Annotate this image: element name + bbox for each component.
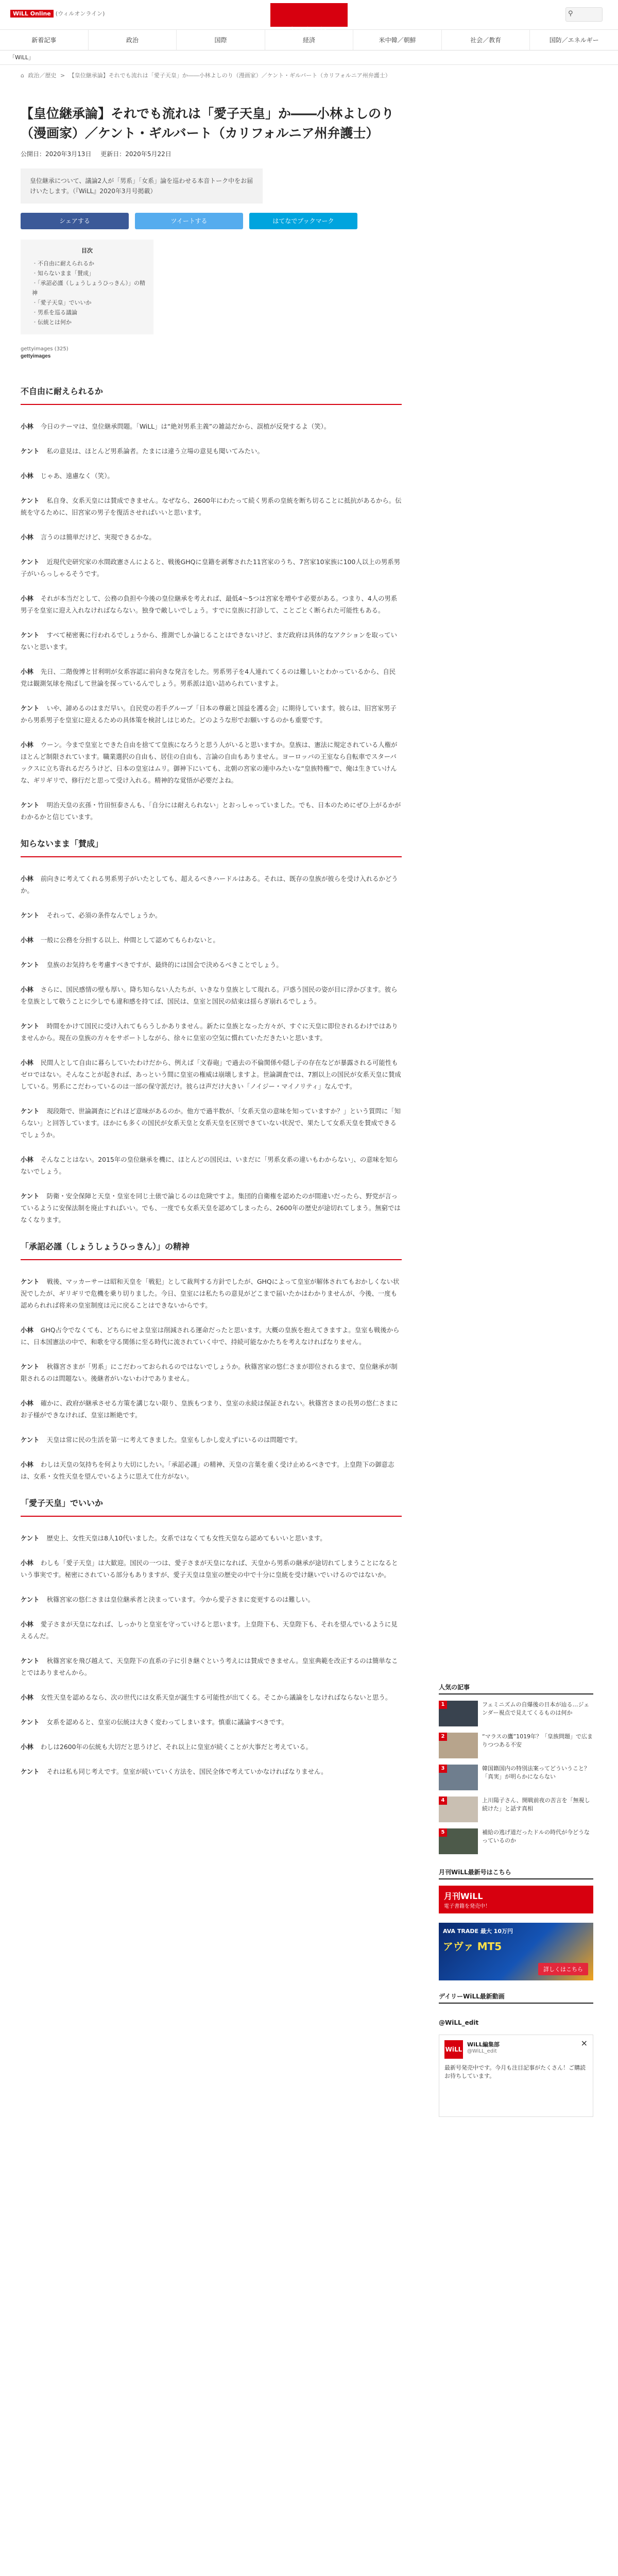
toc-item[interactable]: ・ 不自由に耐えられるか [32,259,145,268]
dialogue-paragraph [21,629,402,653]
dialogue-paragraph [21,1594,402,1605]
article-dates [21,149,402,158]
speaker-name: ケント [21,558,40,566]
speaker-name: ケント [21,1768,40,1775]
dialogue-paragraph [21,531,402,543]
dialogue-text: 近現代史研究家の水間政憲さんによると、戦後GHQに皇籍を剥奪された11宮家のうち、7宮家10家族に100人以上の男系男子がいらっしゃるそうです。 [21,558,401,578]
speaker-name: 小林 [21,668,33,675]
speaker-name: ケント [21,1022,40,1030]
dialogue-text: わしも「愛子天皇」は大歓迎。国民の一つは、愛子さまが天皇になれば、天皇から男系の継承が途切れてしまうことになるという事実です。秘密にされている部分もありますが、愛子天皇は皇室の歴史の中で十分に皇統を受け継いでいけるのではないか。 [21,1559,398,1579]
dialogue-text: 秋篠宮家の悠仁さまは皇位継承者と決まっています。今から愛子さまに変更するのは難しい。 [46,1596,314,1603]
dialogue-text: 皇族のお気持ちを考慮すべきですが、最終的には国会で決めるべきことでしょう。 [46,961,283,969]
dialogue-text: 天皇は常に民の生活を第一に考えてきました。皇室もしかし変えずにいるのは問題です。 [46,1436,302,1444]
dialogue-text: いや、諦めるのはまだ早い。自民党の若手グループ「日本の尊厳と国益を護る会」に期待しています。彼らは、旧宮家男子から男系男子を皇室に迎えるための具体策を検討しはじめた。どのような形でお願いするのかも重要です。 [21,704,397,724]
ad-line-1: AVA TRADE 最大 10万円 [443,1928,513,1935]
dialogue-text: 民間人として自由に暮らしていたわけだから、例えば「文春砲」で過去の不倫関係や隠し子の存在などが暴露される可能性もゼロではない。そんなことが起きれば、あっという間に皇室の権威は崩壊しますよ。世論調査では、7割以上の国民が女系天皇に賛成している。男系にこだわっているのは一部の保守派だけ。彼らは声だけ大きい「ノイジー・マイノリティ」なんです。 [21,1059,401,1090]
photo-credit: gettyimages [21,353,51,359]
dialogue-paragraph [21,1105,402,1141]
speaker-name: 小林 [21,1461,33,1468]
speaker-name: ケント [21,1278,40,1285]
speaker-name: 小林 [21,1059,33,1066]
speaker-name: ケント [21,801,40,809]
twitter-share-button[interactable]: ツイートする [135,213,243,229]
dialogue-paragraph [21,1361,402,1384]
speaker-name: ケント [21,1363,40,1370]
mini-brand[interactable] [10,9,105,18]
nav-item-us-china-korea[interactable]: 米中韓／朝鮮 [353,30,442,50]
speaker-name: 小林 [21,1743,33,1751]
dialogue-text: 秋篠宮家を飛び越えて、天皇陛下の直系の子に引き継ぐという考えには賛成できません。皇室典範を改正するのは簡単なことではありませんから。 [21,1657,398,1676]
speaker-name: ケント [21,1192,40,1200]
twitter-heading: @WiLL_edit [439,2019,479,2026]
section-heading: 「愛子天皇」でいいか [21,1497,402,1517]
dialogue-paragraph [21,1190,402,1226]
dialogue-paragraph [21,592,402,616]
speaker-name: ケント [21,1657,40,1665]
share-buttons [21,213,402,229]
dialogue-paragraph [21,799,402,823]
dialogue-text: 確かに、政府が継承させる方策を講じない限り、皇族もつまり、皇室の永続は保証されない。秋篠宮さまの長男の悠仁さまにお子様ができなければ、皇室は断絶です。 [21,1399,398,1419]
dialogue-paragraph [21,1324,402,1348]
magazine-heading: 月刊WiLL最新号はこちら [439,1868,593,1879]
breadcrumb-category[interactable]: 政治／歴史 [28,72,57,79]
dialogue-paragraph [21,1397,402,1421]
dialogue-text: それって、必須の条件なんでしょうか。 [46,911,162,919]
speaker-name: 小林 [21,936,33,944]
speaker-name: ケント [21,1534,40,1542]
dialogue-text: わしは2600年の伝統も大切だと思うけど、それ以上に皇室が続くことが大事だと考えている。 [40,1743,312,1751]
home-icon[interactable]: ⌂ [21,72,24,79]
speaker-name: 小林 [21,1326,33,1334]
facebook-share-button[interactable]: シェアする [21,213,129,229]
dialogue-text: それは私も同じ考えです。皇室が続いていく方法を、国民全体で考えていかなければなりません。 [46,1768,328,1775]
dialogue-paragraph [21,934,402,946]
toc-item[interactable]: ・ 男系を巡る議論 [32,308,145,317]
ranking-text: 上川陽子さん、開戦前夜の苦言を「無視し続けた」と話す真相 [482,1797,590,1812]
dialogue-paragraph [21,909,402,921]
dialogue-text: 先日、二階俊博と甘利明が女系容認に前向きな発言をした。男系男子を4人連れてくるのは難しいとわかっているから、自民党は観測気球を飛ばして世論を探っているんでしょう。男系派は追い詰められていますよ。 [21,668,396,687]
mini-brand-badge: WiLL Online [10,10,54,18]
article-lead: 皇位継承について、議論2人が「男系」「女系」論を巡わせる本音トーク中をお届けいたします。（『WiLL』2020年3月号掲載） [21,168,263,204]
dialogue-paragraph [21,420,402,432]
dialogue-text: さらに、国民感情の壁も厚い。降ち知らない人たちが、いきなり皇族として現れる。戸惑う国民の姿が目に浮かびます。彼らを皇族として敬うことに少しでも違和感を持てば、国民は、皇室と国民の結束は揺らぎ崩れるでしょう。 [21,986,398,1005]
dialogue-text: GHQ占令でなくても、どちらにせよ皇室は削減される運命だったと思います。大概の皇族を抱えてきますよ。皇室も戦後からに、日本国憲法の中で、和歌を守る関係に至る時代に流されていく中で、持続可能なかたちを考えなければなりません。 [21,1326,400,1346]
dialogue-text: 今日のテーマは、皇位継承問題。「WiLL」は“絶対男系主義”の雑誌だから、誤植が反発するよ（笑）。 [40,422,331,430]
sub-tag[interactable]: 「WiLL」 [0,50,618,65]
hatena-bookmark-button[interactable]: はてなでブックマーク [249,213,357,229]
ranking-text: 韓国籍国内の特別法案ってどういうこと？「真実」が明らかにならない [482,1765,590,1780]
dialogue-text: 前向きに考えてくれる男系男子がいたとしても、超えるべきハードルはある。それは、既存の皇族が彼らを受け入れるかどうか。 [21,875,398,894]
speaker-name: 小林 [21,1156,33,1163]
toc-item[interactable]: ・ 知らないまま「賛成」 [32,268,145,278]
dialogue-text: それが本当だとして、公務の負担や今後の皇位継承を考えれば、最低4〜5つは宮家を増やす必要がある。つまり、4人の男系男子を皇室に迎え入れなければならない。独身で敵しいでしょう。すでに皇族に打診して、ことごとく断られた可能性もある。 [21,595,398,614]
section-heading: 不自由に耐えられるか [21,385,402,405]
speaker-name: ケント [21,1596,40,1603]
speaker-name: ケント [21,1107,40,1115]
top-bar [0,0,618,30]
daily-video-heading: デイリーWiLL最新動画 [439,1992,593,2004]
magazine-section [439,1868,593,2117]
speaker-name: 小林 [21,422,33,430]
logo-main: WiLL Online [409,10,512,26]
speaker-name: ケント [21,631,40,639]
dialogue-paragraph [21,702,402,726]
dialogue-paragraph [21,1716,402,1728]
twitter-handle: @WiLL_edit [467,2048,497,2054]
speaker-name: ケント [21,497,40,504]
article-photo [21,346,82,364]
dialogue-text: 防衛・安全保障と天皇・皇室を同じ土俵で論じるのは危険ですよ。集団的自衛権を認めたのが間違いだったら、野党が言っているように安保法制を廃止すればいい。でも、一度でも女系天皇を認めてしまったら、2600年の歴史が途切れてしまう。無窮ではなくなります。 [21,1192,401,1224]
logo-sub: ウィル オンライン [289,27,329,32]
dialogue-text: 一般に公務を分担する以上、仲間として認めてもらわないと。 [40,936,219,944]
dialogue-paragraph [21,666,402,689]
updated-date: 更新日：2020年5月22日 [100,150,171,158]
dialogue-paragraph [21,1618,402,1642]
toc-item[interactable]: ・ 「承詔必謹（しょうしょうひっきん）」の精神 [32,278,145,298]
breadcrumb-current: 【皇位継承論】それでも流れは「愛子天皇」か――小林よしのり（漫画家）／ケント・ギルバート（カリフォルニア州弁護士） [68,72,391,79]
speaker-name: 小林 [21,472,33,480]
dialogue-paragraph [21,1655,402,1679]
page-title: 【皇位継承論】それでも流れは「愛子天皇」か――小林よしのり（漫画家）／ケント・ギルバート（カリフォルニア州弁護士） [21,106,394,141]
dialogue-paragraph [21,1020,402,1044]
dialogue-text: 女系を認めると、皇室の伝統は大きく変わってしまいます。慎重に議論すべきです。 [46,1718,288,1726]
ranking-thumbnail: 1 [439,1701,478,1726]
nav-item-economy[interactable]: 経済 [265,30,354,50]
dialogue-paragraph [21,1276,402,1311]
magazine-banner-title: 月刊WiLL [444,1891,483,1901]
ad-banner[interactable] [439,1923,593,1980]
magazine-banner[interactable] [439,1886,593,1913]
dialogue-paragraph [21,873,402,896]
dialogue-paragraph [21,1766,402,1777]
sidebar [439,65,593,2117]
ranking-item[interactable] [439,1733,593,1758]
dialogue-text: 戦後、マッカーサーは昭和天皇を「戦犯」として裁判する方針でしたが、GHQによって皇室が解体されてもおかしくない状況でしたが、ギリギリで危機を乗り切りました。今日、皇室には私たちの意見がどこまで届いたかはわかりませんが、今後、一度も認められれば将来の皇室制度は元に戻ることはできないからです。 [21,1278,400,1309]
dialogue-text: 愛子さまが天皇になれば、しっかりと皇室を守っていけると思います。上皇陛下も、天皇陛下も、それを望んでいるように見えるんだ。 [21,1620,398,1640]
dialogue-text: わしは天皇の気持ちを何より大切にしたい。「承詔必謹」の精神、天皇の言葉を重く受け止めるべきです。上皇陛下の御意志は、女系・女性天皇を望んでいるように思えて仕方がない。 [21,1461,394,1480]
speaker-name: 小林 [21,1559,33,1567]
main-nav [0,30,618,50]
dialogue-text: 現段階で、世論調査にどれほど意味があるのか。他方で過半数が、「女系天皇の意味を知っていますか？」という質問に「知らない」と回答しています。ほかにも多くの国民が女系天皇と女系天皇を区別できていない状況で、果たして女系天皇を賛成できるでしょうか。 [21,1107,401,1139]
dialogue-paragraph [21,1154,402,1177]
ad-cta-button[interactable]: 詳しくはこちら [538,1963,588,1975]
dialogue-paragraph [21,1434,402,1446]
ranking-text: 補給の逃げ道だったドルの時代が今どうなっているのか [482,1829,590,1844]
speaker-name: ケント [21,704,40,712]
article-body [21,385,402,1777]
speaker-name: 小林 [21,533,33,541]
speaker-name: 小林 [21,1620,33,1628]
dialogue-text: 歴史上、女性天皇は8人10代いました。女系ではなくても女性天皇なら認めてもいいと思います。 [46,1534,327,1542]
twitter-timeline[interactable] [439,2035,593,2117]
dialogue-paragraph [21,495,402,518]
speaker-name: ケント [21,961,40,969]
dialogue-paragraph [21,556,402,580]
dialogue-paragraph [21,959,402,971]
dialogue-text: そんなことはない。2015年の皇位継承を機に、ほとんどの国民は、いまだに「男系女系の違いもわからない」、の意味を知らないでしょう。 [21,1156,399,1175]
breadcrumb [21,71,402,79]
toc-item[interactable]: ・ 「愛子天皇」でいいか [32,298,145,308]
nav-item-defense[interactable]: 国防／エネルギー [549,37,599,44]
ranking-thumbnail: 4 [439,1797,478,1822]
site-logo[interactable] [270,3,512,32]
speaker-name: 小林 [21,875,33,883]
dialogue-text: 言うのは簡単だけど、実現できるかな。 [40,533,156,541]
dialogue-paragraph [21,1459,402,1482]
search-icon: ⚲ [568,10,573,18]
dialogue-paragraph [21,445,402,457]
speaker-name: 小林 [21,986,33,993]
ranking-item[interactable] [439,1828,593,1854]
dialogue-text: すべて秘密裏に行われるでしょうから、推測でしか論じることはできないけど、まだ政府は具体的なアクションを取っていないと思います。 [21,631,398,651]
mini-brand-text: (ウィルオンライン) [55,10,105,17]
dialogue-paragraph [21,1557,402,1581]
speaker-name: 小林 [21,595,33,602]
breadcrumb-separator: > [60,72,65,79]
section-heading: 「承詔必謹（しょうしょうひっきん）」の精神 [21,1240,402,1260]
dialogue-text: 秋篠宮さまが「男系」にこだわっておられるのではないでしょうか。秋篠宮家の悠仁さまが即位されるまで、皇位継承が制限されるのは問題ない。後継者がいないわけでありません。 [21,1363,398,1382]
speaker-name: ケント [21,911,40,919]
dialogue-text: 女性天皇を認めるなら、次の世代には女系天皇が誕生する可能性が出てくる。そこから議論をしなければならないと思う。 [40,1693,392,1701]
dialogue-text: じゃあ、遠慮なく（笑）。 [40,472,114,480]
speaker-name: ケント [21,1436,40,1444]
toc-item[interactable]: ・ 伝統とは何か [32,317,145,327]
magazine-banner-sub: 電子書籍を発売中！ [444,1904,490,1909]
ranking-thumbnail: 3 [439,1765,478,1790]
ranking-item[interactable] [439,1797,593,1822]
speaker-name: ケント [21,447,40,455]
dialogue-paragraph [21,739,402,786]
tweet-body: 最新号発売中です。今月も注目記事がたくさん！ご購読お待ちしています。 [444,2064,586,2079]
ranking-item[interactable] [439,1765,593,1790]
dialogue-text: 私の意見は、ほとんど男系論者。たまには違う立場の意見も聞いてみたい。 [46,447,264,455]
nav-item-society[interactable]: 社会／教育 [442,30,530,50]
speaker-name: 小林 [21,1399,33,1407]
nav-item-new[interactable]: 新着記事 [0,30,89,50]
ranking-thumbnail: 2 [439,1733,478,1758]
dialogue-paragraph [21,984,402,1007]
photo-alt: gettyimages (325) [21,346,68,352]
speaker-name: 小林 [21,1693,33,1701]
dialogue-paragraph [21,1741,402,1753]
article-main [21,65,402,2117]
avatar: WiLL [444,2040,463,2059]
search-button[interactable] [565,7,603,22]
dialogue-paragraph [21,1057,402,1092]
ranking-text: “マラスの鷹”1019年？「皇族問題」で広まりつつある不安 [482,1733,593,1748]
nav-item-international[interactable]: 国際 [177,30,265,50]
ranking-thumbnail: 5 [439,1828,478,1854]
twitter-name: WiLL編集部 [467,2041,500,2048]
ad-line-2: アヴァ MT5 [443,1940,502,1953]
nav-item-politics[interactable]: 政治 [89,30,177,50]
dialogue-paragraph [21,470,402,482]
published-date: 公開日：2020年3月13日 [21,150,92,158]
section-heading: 知らないまま「賛成」 [21,837,402,857]
speaker-name: ケント [21,1718,40,1726]
toc-title: 目次 [81,247,93,254]
ranking-item[interactable] [439,1701,593,1726]
ranking-heading: 人気の記事 [439,1683,593,1694]
dialogue-text: ウーン。今まで皇室とできた自由を捨てて皇族になろうと思う人がいると思いますか。皇族は、憲法に規定されている人権がほとんど制限されています。職業選択の自由も、居住の自由も、言論の自由もありません。ヨーロッパの王室なら自転車でスターバックスに立ち寄れるだろうけど、日本の皇室はムリ。御神下にいても、北朝の宮家の連中みたいな“皇族特権”で、俺は生きていけんな、ギリギリで、修行だと思って受け入れる。精神的な覚悟が必要だよね。 [21,741,398,784]
dialogue-paragraph [21,1691,402,1703]
dialogue-text: 私自身、女系天皇には賛成できません。なぜなら、2600年にわたって続く男系の皇統を断ち切ることに抵抗があるから。伝統を守るために、旧宮家の男子を復活させればいいと思います。 [21,497,402,516]
dialogue-text: 明治天皇の玄孫・竹田恒泰さんも、「自分には耐えられない」とおっしゃっていました。でも、日本のためにぜひ上がるかがわかるかと信じています。 [21,801,401,821]
speaker-name: 小林 [21,741,33,749]
table-of-contents [21,240,153,334]
close-icon[interactable]: × [580,2038,588,2048]
ranking-text: フェミニズムの自爆後の日本が辿る…ジェンダー視点で見えてくるものは何か [482,1701,590,1716]
dialogue-paragraph [21,1532,402,1544]
dialogue-text: 時間をかけて国民に受け入れてもらうしかありません。新たに皇族となった方々が、すぐに天皇に即位されるわけではありませんから。現在の皇族の方々をサポートしながら、徐々に皇室の空気に慣れていただきたいと思います。 [21,1022,398,1042]
